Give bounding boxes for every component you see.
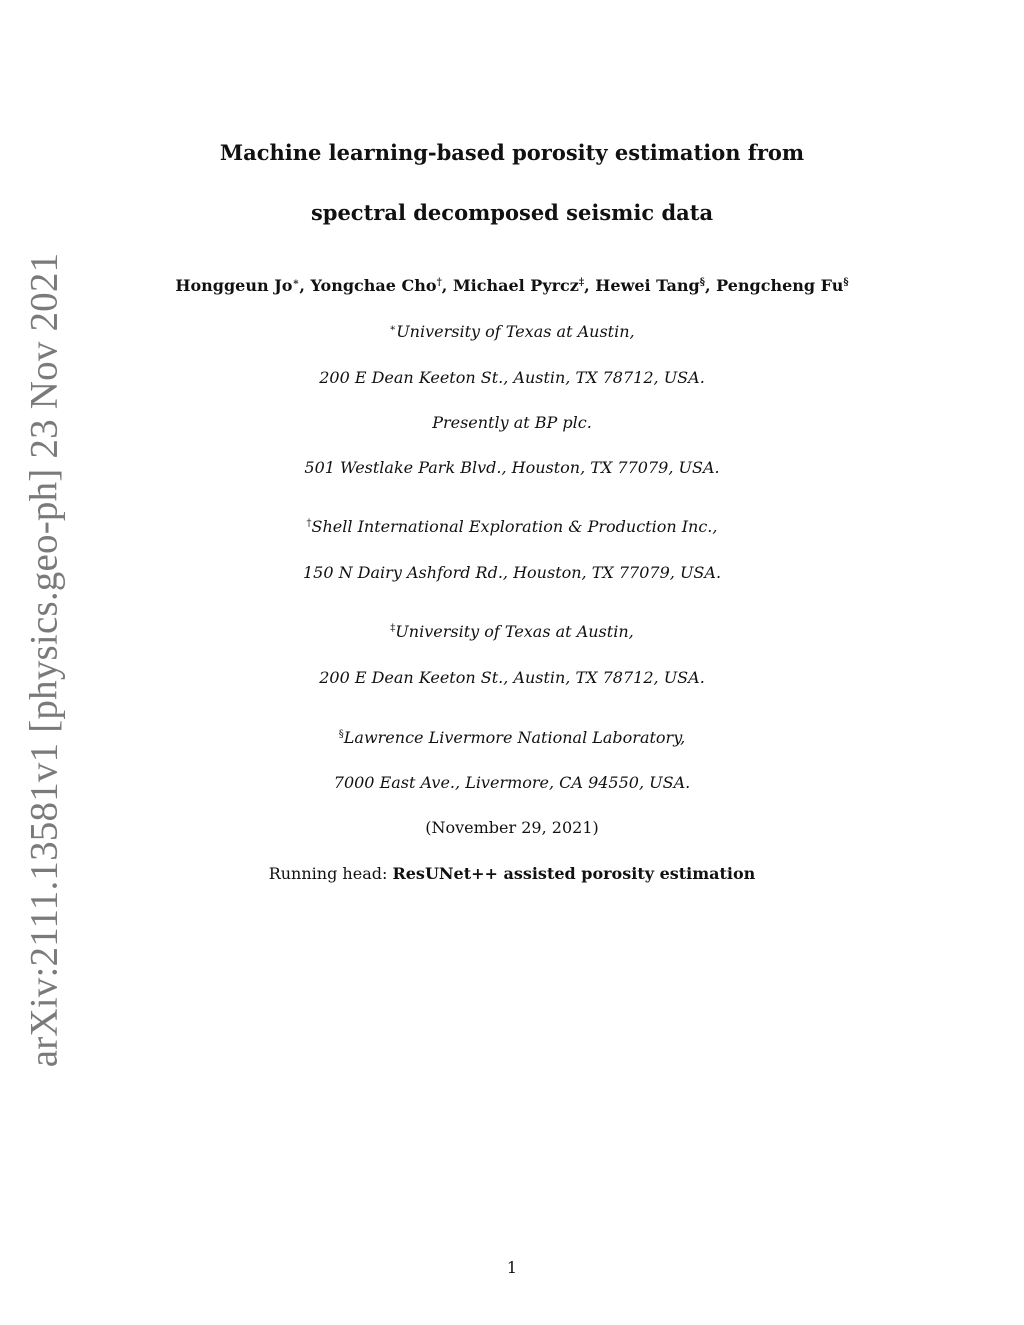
arxiv-identifier-stamp: arXiv:2111.13581v1 [physics.geo-ph] 23 Nov 2021	[22, 252, 66, 1068]
author-mark: §	[699, 277, 705, 288]
affiliation-mark: §	[338, 729, 344, 740]
affiliation-text: University of Texas at Austin,	[396, 322, 635, 341]
running-head	[0, 864, 1024, 883]
affiliation-3-address: 200 E Dean Keeton St., Austin, TX 78712, USA.	[319, 668, 705, 687]
affiliation-1-present: Presently at BP plc.	[432, 413, 592, 432]
affiliation-text: Lawrence Livermore National Laboratory,	[343, 728, 686, 747]
affiliation-1-name	[0, 322, 1024, 341]
affiliation-4-address: 7000 East Ave., Livermore, CA 94550, USA.	[333, 773, 691, 792]
page-number: 1	[506, 1258, 518, 1277]
author-mark: ∗	[292, 277, 300, 288]
affiliation-1-present-address: 501 Westlake Park Blvd., Houston, TX 77079, USA.	[304, 458, 720, 477]
affiliation-mark: ∗	[389, 323, 397, 334]
author-mark: §	[843, 277, 849, 288]
affiliation-1-address: 200 E Dean Keeton St., Austin, TX 78712, USA.	[319, 368, 705, 387]
affiliation-mark: ‡	[390, 623, 396, 634]
affiliation-text: University of Texas at Austin,	[395, 622, 634, 641]
paper-date: (November 29, 2021)	[425, 818, 599, 837]
affiliation-2-address: 150 N Dairy Ashford Rd., Houston, TX 77079, USA.	[302, 563, 722, 582]
author-mark: ‡	[578, 277, 585, 288]
author-name: Yongchae Cho	[310, 276, 437, 295]
author-name: Michael Pyrcz	[452, 276, 579, 295]
paper-title-line-1: Machine learning-based porosity estimation from	[219, 140, 805, 165]
affiliation-2-name	[0, 517, 1024, 536]
affiliation-text: Shell International Exploration & Production Inc.,	[311, 517, 718, 536]
affiliation-mark: †	[306, 518, 312, 529]
author-name: Hewei Tang	[595, 276, 700, 295]
running-head-label: Running head:	[268, 864, 393, 883]
author-list: Honggeun Jo∗, Yongchae Cho†, Michael Pyrcz‡, Hewei Tang§, Pengcheng Fu§	[175, 276, 849, 295]
author-name: Honggeun Jo	[175, 276, 293, 295]
author-name: Pengcheng Fu	[716, 276, 844, 295]
affiliation-4-name	[0, 728, 1024, 747]
running-head-text: ResUNet++ assisted porosity estimation	[392, 864, 756, 883]
paper-title-line-2: spectral decomposed seismic data	[310, 200, 714, 225]
author-mark: †	[436, 277, 442, 288]
affiliation-3-name	[0, 622, 1024, 641]
